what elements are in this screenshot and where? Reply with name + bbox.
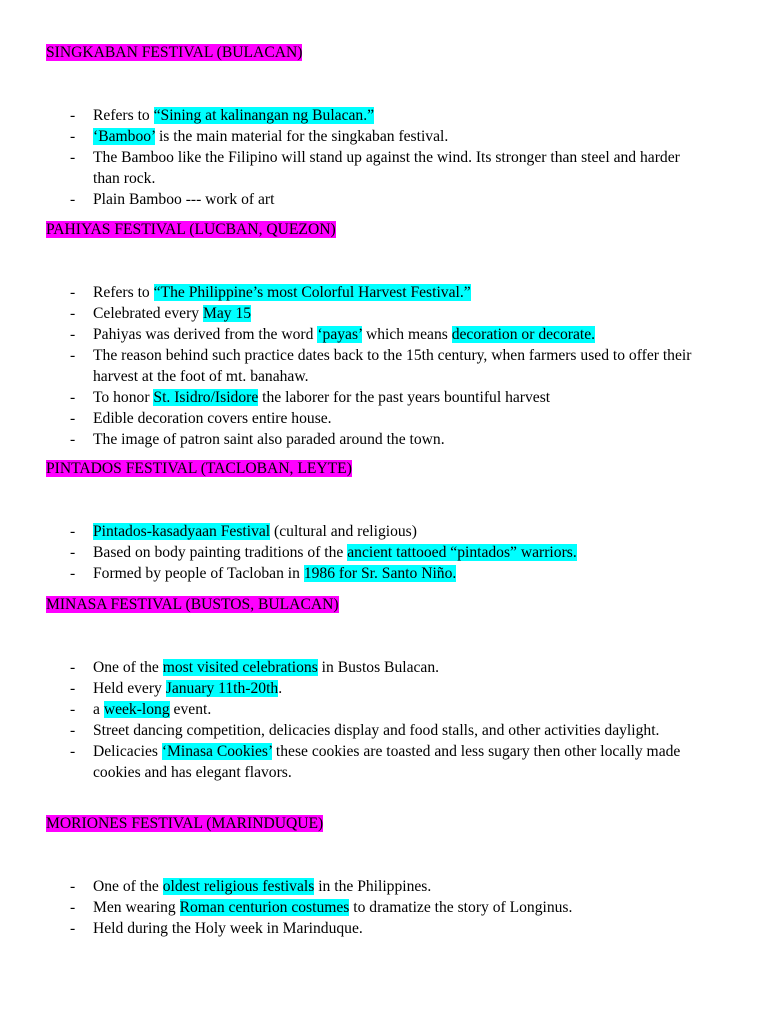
bullet-dash: - xyxy=(70,191,76,208)
item-text: Celebrated every xyxy=(93,305,203,322)
list-item xyxy=(70,429,710,450)
bullet-dash: - xyxy=(70,701,76,718)
highlighted-text: Pintados-kasadyaan Festival xyxy=(93,523,271,540)
section-heading: PINTADOS FESTIVAL (TACLOBAN, LEYTE) xyxy=(46,460,352,477)
list-item xyxy=(70,387,710,408)
item-text: these cookies are toasted and less sugary then other locally made cookies and has elegant flavors. xyxy=(93,743,681,781)
item-text: The Bamboo like the Filipino will stand up against the wind. Its stronger than steel and harder than rock. xyxy=(93,149,680,187)
highlighted-text: “The Philippine’s most Colorful Harvest Festival.” xyxy=(153,284,471,301)
highlighted-text: May 15 xyxy=(202,305,252,322)
list-item xyxy=(70,699,710,720)
list-item xyxy=(70,563,710,584)
item-text: The image of patron saint also paraded around the town. xyxy=(93,431,445,448)
bullet-list xyxy=(70,876,710,939)
bullet-dash: - xyxy=(70,565,76,582)
bullet-dash: - xyxy=(70,305,76,322)
item-text: The reason behind such practice dates back to the 15th century, when farmers used to offer their harvest at the foot of mt. banahaw. xyxy=(93,347,692,385)
highlighted-text: St. Isidro/Isidore xyxy=(153,389,259,406)
highlighted-text: ‘Minasa Cookies’ xyxy=(161,743,272,760)
item-text: which means xyxy=(362,326,452,343)
section-pahiyas xyxy=(46,220,726,448)
item-text: Street dancing competition, delicacies display and food stalls, and other activities daylight. xyxy=(93,722,660,739)
item-text: Based on body painting traditions of the xyxy=(93,544,348,561)
item-text: Men wearing xyxy=(93,899,180,916)
item-text: the laborer for the past years bountiful harvest xyxy=(258,389,551,406)
list-item xyxy=(70,324,710,345)
list-item xyxy=(70,720,710,741)
section-heading: MORIONES FESTIVAL (MARINDUQUE) xyxy=(46,815,324,832)
bullet-dash: - xyxy=(70,326,76,343)
item-text: a xyxy=(93,701,104,718)
bullet-dash: - xyxy=(70,149,76,166)
bullet-list xyxy=(70,521,710,584)
list-item xyxy=(70,657,710,678)
section-heading: PAHIYAS FESTIVAL (LUCBAN, QUEZON) xyxy=(46,221,336,238)
bullet-dash: - xyxy=(70,722,76,739)
item-text: One of the xyxy=(93,659,163,676)
bullet-dash: - xyxy=(70,431,76,448)
bullet-dash: - xyxy=(70,284,76,301)
item-text: is the main material for the singkaban festival. xyxy=(155,128,449,145)
list-item xyxy=(70,897,710,918)
item-text: Held during the Holy week in Marinduque. xyxy=(93,920,363,937)
section-moriones xyxy=(46,814,726,937)
highlighted-text: ancient tattooed “pintados” warriors. xyxy=(347,544,577,561)
bullet-list xyxy=(70,657,710,783)
bullet-dash: - xyxy=(70,920,76,937)
list-item xyxy=(70,521,710,542)
item-text: Delicacies xyxy=(93,743,162,760)
list-item xyxy=(70,282,710,303)
bullet-list xyxy=(70,282,710,450)
list-item xyxy=(70,876,710,897)
highlighted-text: ‘payas’ xyxy=(317,326,363,343)
highlighted-text: oldest religious festivals xyxy=(162,878,315,895)
section-minasa xyxy=(46,595,726,781)
item-text: One of the xyxy=(93,878,163,895)
highlighted-text: “Sining at kalinangan ng Bulacan.” xyxy=(153,107,375,124)
list-item xyxy=(70,126,710,147)
bullet-dash: - xyxy=(70,659,76,676)
highlighted-text: ‘Bamboo’ xyxy=(93,128,156,145)
item-text: Plain Bamboo --- work of art xyxy=(93,191,275,208)
bullet-dash: - xyxy=(70,410,76,427)
item-text: Held every xyxy=(93,680,166,697)
list-item xyxy=(70,918,710,939)
item-text: Pahiyas was derived from the word xyxy=(93,326,318,343)
list-item xyxy=(70,542,710,563)
item-text: Edible decoration covers entire house. xyxy=(93,410,332,427)
highlighted-text: decoration or decorate. xyxy=(451,326,596,343)
item-text: To honor xyxy=(93,389,154,406)
item-text: Refers to xyxy=(93,284,154,301)
list-item xyxy=(70,345,710,387)
item-text: Refers to xyxy=(93,107,154,124)
item-text: . xyxy=(278,680,283,697)
highlighted-text: most visited celebrations xyxy=(162,659,318,676)
highlighted-text: January 11th-20th xyxy=(165,680,279,697)
bullet-dash: - xyxy=(70,107,76,124)
section-heading: SINGKABAN FESTIVAL (BULACAN) xyxy=(46,44,303,61)
section-singkaban xyxy=(46,43,726,208)
bullet-dash: - xyxy=(70,523,76,540)
highlighted-text: week-long xyxy=(103,701,170,718)
list-item xyxy=(70,408,710,429)
bullet-dash: - xyxy=(70,544,76,561)
highlighted-text: Roman centurion costumes xyxy=(179,899,350,916)
bullet-dash: - xyxy=(70,899,76,916)
item-text: to dramatize the story of Longinus. xyxy=(349,899,573,916)
bullet-dash: - xyxy=(70,128,76,145)
item-text: Formed by people of Tacloban in xyxy=(93,565,304,582)
bullet-dash: - xyxy=(70,680,76,697)
bullet-dash: - xyxy=(70,389,76,406)
list-item xyxy=(70,678,710,699)
section-pintados xyxy=(46,459,726,582)
item-text: event. xyxy=(169,701,212,718)
list-item xyxy=(70,741,710,783)
item-text: in Bustos Bulacan. xyxy=(317,659,440,676)
section-heading: MINASA FESTIVAL (BUSTOS, BULACAN) xyxy=(46,596,339,613)
item-text: in the Philippines. xyxy=(314,878,432,895)
bullet-dash: - xyxy=(70,743,76,760)
bullet-dash: - xyxy=(70,878,76,895)
list-item xyxy=(70,303,710,324)
list-item xyxy=(70,147,710,189)
list-item xyxy=(70,105,710,126)
bullet-list xyxy=(70,105,710,210)
bullet-dash: - xyxy=(70,347,76,364)
highlighted-text: 1986 for Sr. Santo Niño. xyxy=(303,565,457,582)
list-item xyxy=(70,189,710,210)
item-text: (cultural and religious) xyxy=(270,523,417,540)
